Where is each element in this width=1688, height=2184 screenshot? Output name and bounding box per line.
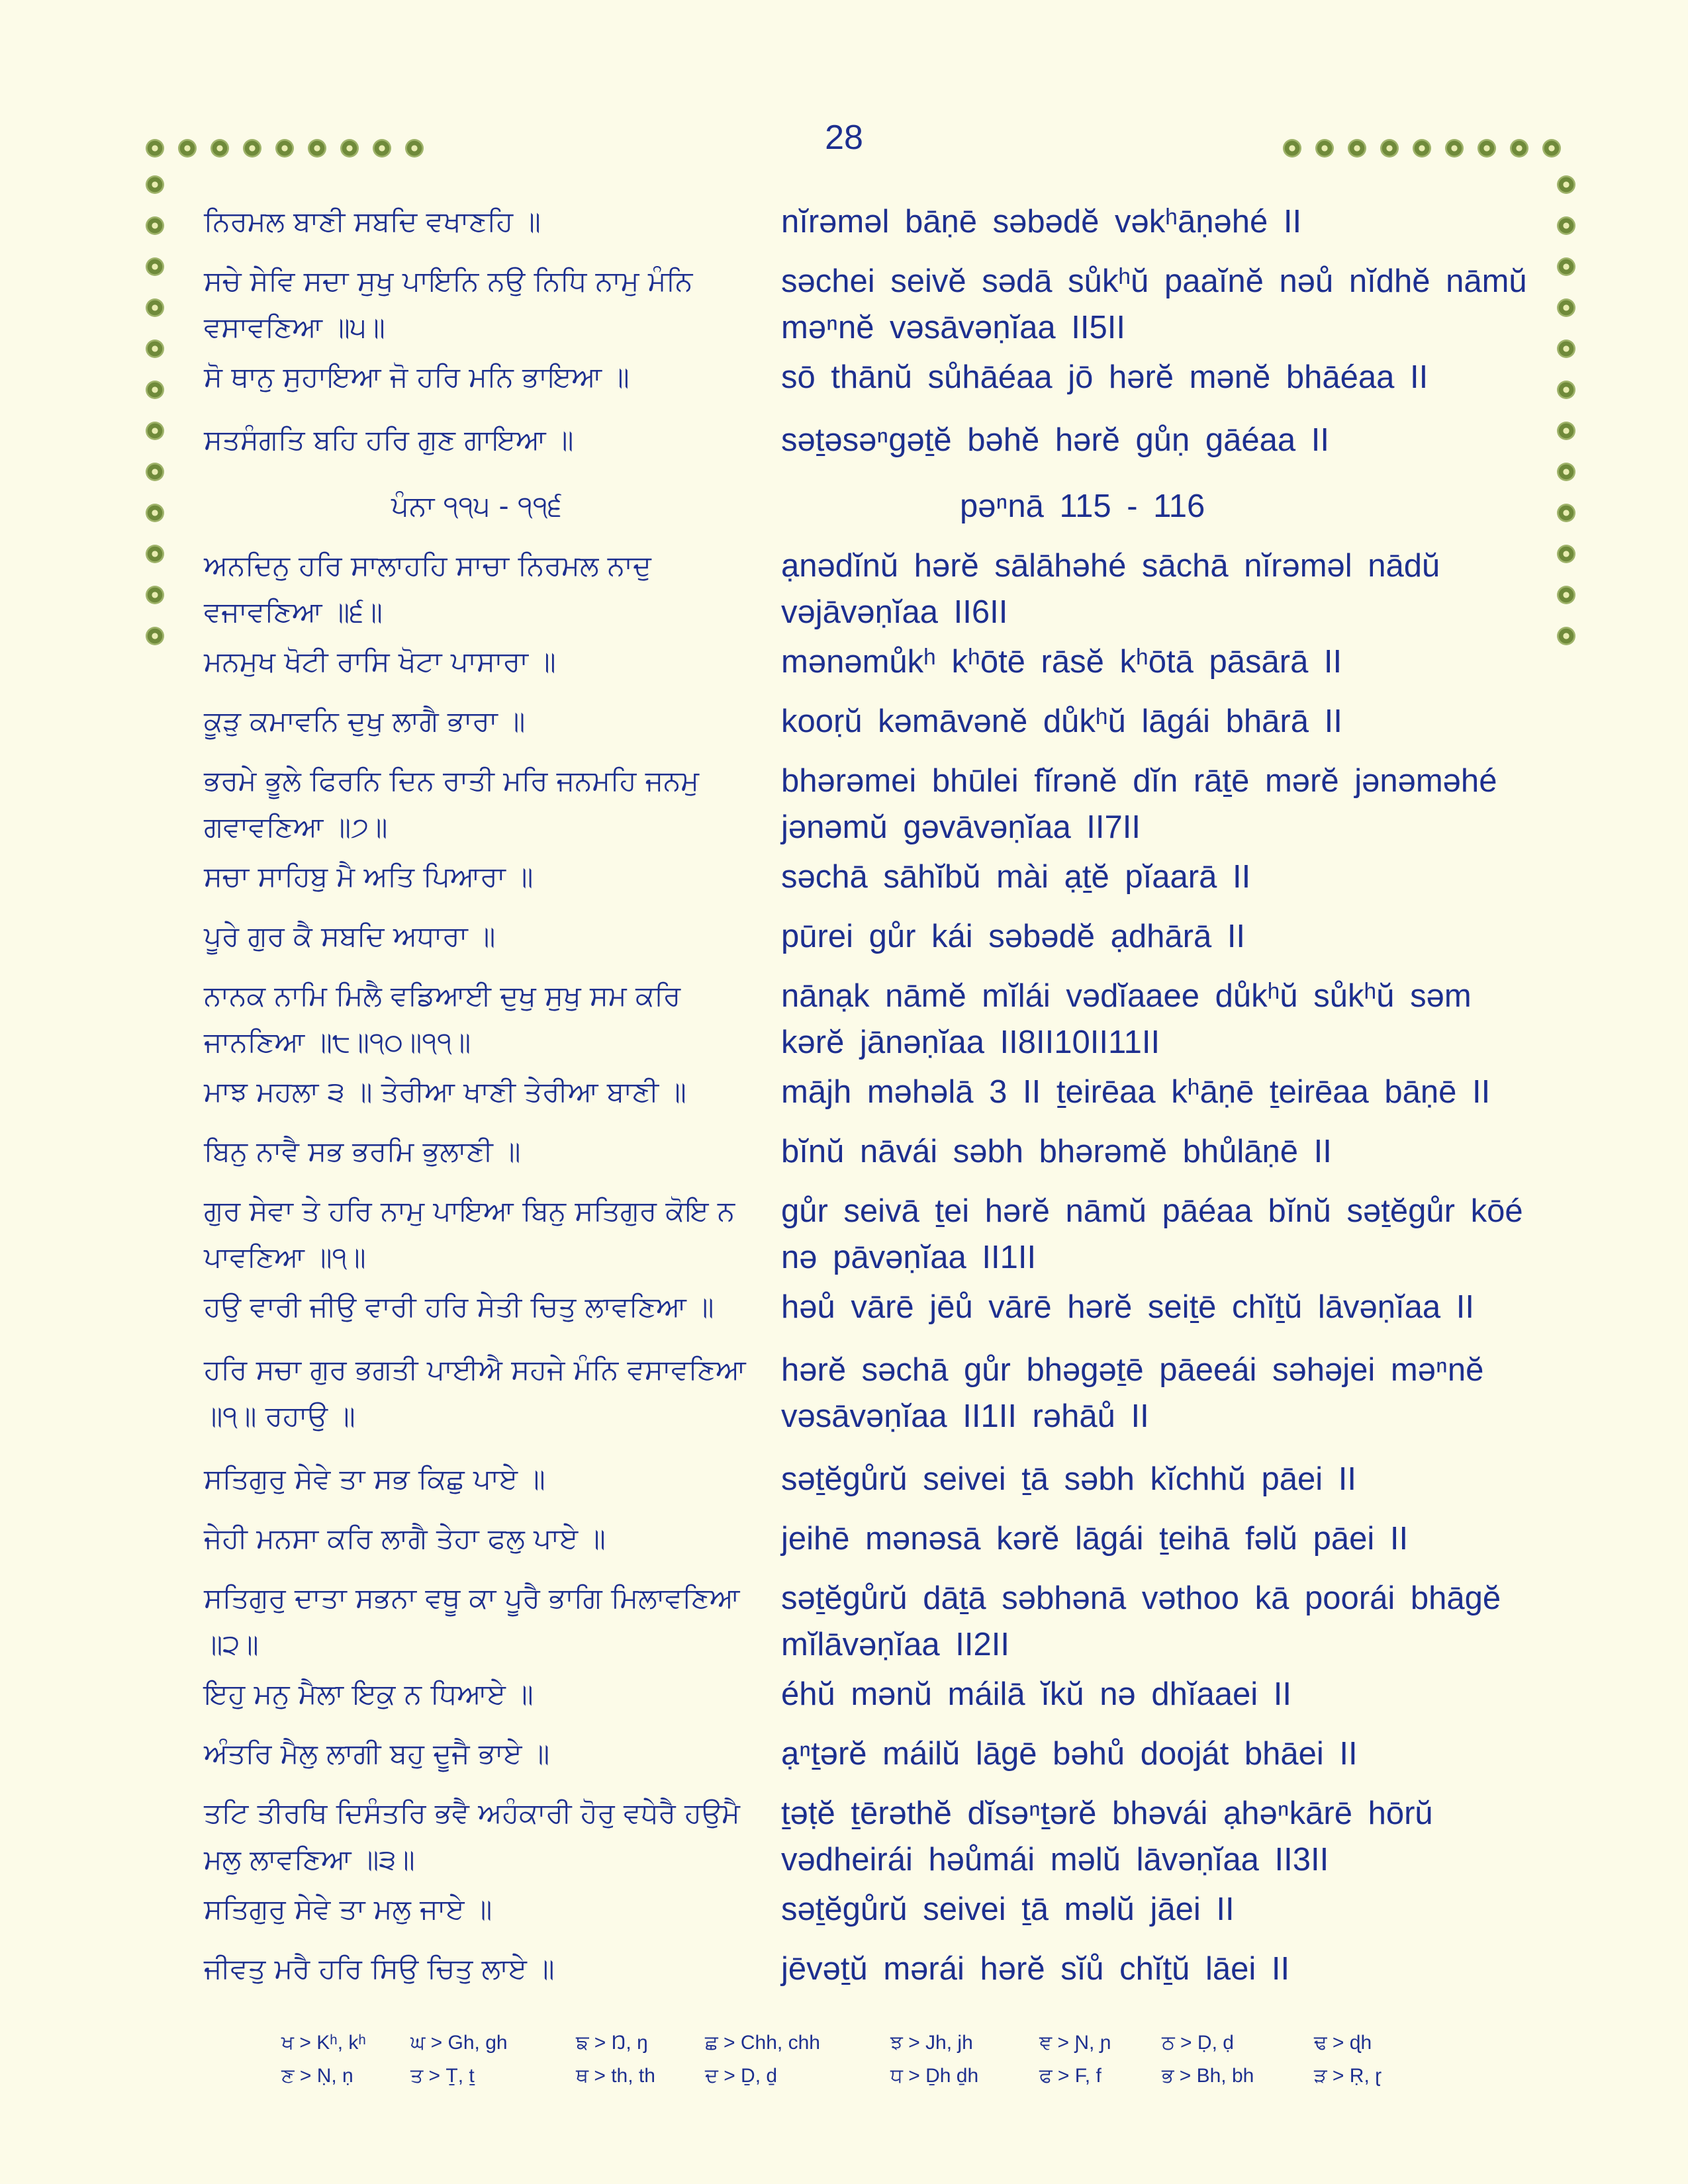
verse-row — [0, 913, 1688, 966]
transliteration-verse: pūrei gůr kái səbədĕ ạdhārā II — [781, 919, 1246, 954]
gurmukhi-verse: ਹਰਿ ਸਚਾ ਗੁਰ ਭਗਤੀ ਪਾਈਐ ਸਹਜੇ ਮੰਨਿ ਵਸਾਵਣਿਆ ॥੧॥ ਰਹਾਉ ॥ — [204, 1353, 746, 1432]
gurmukhi-verse: ਤਟਿ ਤੀਰਥਿ ਦਿਸੰਤਰਿ ਭਵੈ ਅਹੰਕਾਰੀ ਹੋਰੁ ਵਧੇਰੈ ਹਉਮੈ ਮਲੁ ਲਾਵਣਿਆ ॥੩॥ — [204, 1797, 740, 1876]
legend-entry: ੜ > Ṛ, ɽ — [1314, 2065, 1382, 2087]
gurmukhi-verse: ਸਚੇ ਸੇਵਿ ਸਦਾ ਸੁਖੁ ਪਾਇਨਿ ਨਉ ਨਿਧਿ ਨਾਮੁ ਮੰਨਿ ਵਸਾਵਣਿਆ ॥੫॥ — [204, 265, 693, 343]
verse-row — [0, 758, 1688, 850]
rosette-ornament — [211, 139, 229, 158]
legend-entry: ਠ > Ḍ, ḍ — [1162, 2032, 1234, 2054]
verse-row — [0, 698, 1688, 751]
transliteration-verse: jeihē mənəsā kərĕ lāgái ṯeihā fəlŭ pāei II — [781, 1521, 1409, 1557]
verse-row — [0, 854, 1688, 907]
verse-row — [0, 1575, 1688, 1668]
rosette-ornament — [178, 139, 197, 158]
transliteration-verse: səṯĕgůrŭ dāṯā səbhənā vəthoo kā poorái bhāgĕ mĭlāvəṇĭaa II2II — [781, 1580, 1501, 1662]
rosette-ornament — [1283, 139, 1301, 158]
transliteration-verse: jēvəṯŭ mərái hərĕ sĭů chĭṯŭ lāei II — [781, 1951, 1290, 1987]
legend-entry: ਖ > Kʰ, kʰ — [281, 2032, 366, 2054]
rosette-ornament — [373, 139, 391, 158]
rosette-ornament — [405, 139, 424, 158]
transliteration-verse: səchei seivĕ sədā sůkʰŭ paaĭnĕ nəů nĭdhĕ nāmŭ məⁿnĕ vəsāvəṇĭaa II5II — [781, 263, 1527, 345]
verse-row — [0, 1731, 1688, 1784]
page-reference-gurmukhi: ਪੰਨਾ ੧੧੫ - ੧੧੬ — [391, 490, 562, 522]
gurmukhi-verse: ਨਿਰਮਲ ਬਾਣੀ ਸਬਦਿ ਵਖਾਣਹਿ ॥ — [204, 205, 541, 238]
verse-row — [0, 1886, 1688, 1939]
transliteration-verse: bĭnŭ nāvái səbh bhərəmĕ bhůlāṇē II — [781, 1134, 1332, 1169]
gurmukhi-verse: ਨਾਨਕ ਨਾਮਿ ਮਿਲੈ ਵਡਿਆਈ ਦੁਖੁ ਸੁਖੁ ਸਮ ਕਰਿ ਜਾਨਣਿਆ ॥੮॥੧੦॥੧੧॥ — [204, 979, 681, 1058]
gurmukhi-verse: ਸਤਿਗੁਰੁ ਸੇਵੇ ਤਾ ਮਲੁ ਜਾਏ ॥ — [204, 1893, 492, 1925]
legend-entry: ਤ > Ṯ, ṯ — [410, 2065, 475, 2087]
transliteration-verse: səṯəsəⁿgəṯĕ bəhĕ hərĕ gůṇ gāéaa II — [781, 422, 1329, 458]
transliteration-verse: bhərəmei bhūlei fĭrənĕ dĭn rāṯē mərĕ jənəməhé jənəmŭ gəvāvəṇĭaa II7II — [781, 763, 1497, 845]
gurmukhi-verse: ਗੁਰ ਸੇਵਾ ਤੇ ਹਰਿ ਨਾਮੁ ਪਾਇਆ ਬਿਨੁ ਸਤਿਗੁਰ ਕੋਇ ਨ ਪਾਵਣਿਆ ॥੧॥ — [204, 1195, 735, 1273]
rosette-ornament — [243, 139, 261, 158]
transliteration-verse: hərĕ səchā gůr bhəgəṯē pāeeái səhəjei məⁿnĕ vəsāvəṇĭaa II1II rəhāů II — [781, 1352, 1484, 1434]
verse-row — [0, 1456, 1688, 1509]
legend-entry: ਛ > Chh, chh — [705, 2032, 820, 2054]
rosette-ornament — [1348, 139, 1366, 158]
legend-entry: ਥ > th, th — [576, 2065, 655, 2087]
transliteration-verse: mājh məhəlā 3 II ṯeirēaa kʰāṇē ṯeirēaa bāṇē II — [781, 1074, 1491, 1110]
legend-entry: ਭ > Bh, bh — [1162, 2065, 1254, 2087]
gurmukhi-verse: ਮਾਝ ਮਹਲਾ ੩ ॥ ਤੇਰੀਆ ਖਾਣੀ ਤੇਰੀਆ ਬਾਣੀ ॥ — [204, 1075, 686, 1108]
rosette-ornament — [1413, 139, 1431, 158]
legend-entry: ਝ > Jh, jh — [890, 2032, 973, 2054]
verse-row — [0, 639, 1688, 692]
gurmukhi-verse: ਕੂੜੁ ਕਮਾਵਨਿ ਦੁਖੁ ਲਾਗੈ ਭਾਰਾ ॥ — [204, 705, 526, 737]
legend-entry: ਞ > Ɲ, ɲ — [1039, 2032, 1111, 2054]
gurmukhi-verse: ਸੋ ਥਾਨੁ ਸੁਹਾਇਆ ਜੋ ਹਰਿ ਮਨਿ ਭਾਇਆ ॥ — [204, 361, 630, 393]
verse-row — [0, 1790, 1688, 1883]
verse-row — [0, 258, 1688, 351]
transliteration-verse: nānạk nāmĕ mĭlái vədĭaaee důkʰŭ sůkʰŭ səm kərĕ jānəṇĭaa II8II10II11II — [781, 978, 1472, 1060]
rosette-ornament — [1380, 139, 1399, 158]
gurmukhi-verse: ਅਨਦਿਨੁ ਹਰਿ ਸਾਲਾਹਹਿ ਸਾਚਾ ਨਿਰਮਲ ਨਾਦੁ ਵਜਾਵਣਿਆ ॥੬॥ — [204, 549, 651, 628]
verse-row — [0, 1284, 1688, 1337]
page-reference-transliteration: pəⁿnā 115 - 116 — [960, 488, 1205, 524]
rosette-ornament — [340, 139, 359, 158]
verse-row — [0, 1516, 1688, 1569]
gurmukhi-verse: ਸਤਿਗੁਰੁ ਸੇਵੇ ਤਾ ਸਭ ਕਿਛੁ ਪਾਏ ॥ — [204, 1463, 545, 1495]
verse-row — [0, 1188, 1688, 1281]
rosette-ornament — [308, 139, 326, 158]
verse-row — [0, 543, 1688, 635]
rosette-ornament — [1542, 139, 1561, 158]
legend-entry: ਣ > Ṇ, ṇ — [281, 2065, 353, 2087]
legend-entry: ਦ > Ḏ, ḏ — [705, 2065, 778, 2087]
gurmukhi-verse: ਸਚਾ ਸਾਹਿਬੁ ਮੈ ਅਤਿ ਪਿਆਰਾ ॥ — [204, 860, 534, 893]
rosette-ornament — [275, 139, 294, 158]
transliteration-verse: səṯĕgůrŭ seivei ṯā məlŭ jāei II — [781, 1891, 1235, 1927]
rosette-ornament — [146, 175, 164, 194]
verse-row — [0, 973, 1688, 1066]
transliteration-verse: sō thānŭ sůhāéaa jō hərĕ mənĕ bhāéaa II — [781, 359, 1429, 395]
verse-row — [0, 417, 1688, 470]
gurmukhi-verse: ਜੇਹੀ ਮਨਸਾ ਕਰਿ ਲਾਗੈ ਤੇਹਾ ਫਲੁ ਪਾਏ ॥ — [204, 1522, 606, 1555]
verse-row — [0, 483, 1688, 529]
transliteration-verse: ạⁿṯərĕ máilŭ lāgē bəhů dooját bhāei II — [781, 1736, 1358, 1772]
transliteration-verse: kooṛŭ kəmāvənĕ důkʰŭ lāgái bhārā II — [781, 704, 1342, 739]
transliteration-verse: mənəmůkʰ kʰōtē rāsĕ kʰōtā pāsārā II — [781, 644, 1342, 680]
legend-entry: ਫ > F, f — [1039, 2065, 1102, 2087]
verse-row — [0, 1671, 1688, 1724]
rosette-ornament — [1557, 175, 1575, 194]
transliteration-verse: nĭrəməl bāṇē səbədĕ vəkʰāṇəhé II — [781, 204, 1302, 240]
gurmukhi-verse: ਬਿਨੁ ਨਾਵੈ ਸਭ ਭਰਮਿ ਭੁਲਾਣੀ ॥ — [204, 1135, 521, 1167]
gurmukhi-verse: ਭਰਮੇ ਭੂਲੇ ਫਿਰਨਿ ਦਿਨ ਰਾਤੀ ਮਰਿ ਜਨਮਹਿ ਜਨਮੁ ਗਵਾਵਣਿਆ ॥੭॥ — [204, 764, 700, 843]
rosette-ornament — [1510, 139, 1528, 158]
transliteration-verse: səṯĕgůrŭ seivei ṯā səbh kĭchhŭ pāei II — [781, 1461, 1357, 1497]
transliteration-verse: gůr seivā ṯei hərĕ nāmŭ pāéaa bĭnŭ səṯĕgůr kōé nə pāvəṇĭaa II1II — [781, 1193, 1523, 1275]
rosette-ornament — [1477, 139, 1496, 158]
verse-row — [0, 199, 1688, 251]
transliteration-verse: éhŭ mənŭ máilā ĭkŭ nə dhĭaaei II — [781, 1676, 1291, 1712]
verse-row — [0, 1128, 1688, 1181]
verse-row — [0, 354, 1688, 407]
rosette-ornament — [1315, 139, 1334, 158]
verse-row — [0, 1946, 1688, 1999]
legend-entry: ਙ > Ŋ, ŋ — [576, 2032, 648, 2054]
gurmukhi-verse: ਮਨਮੁਖ ਖੋਟੀ ਰਾਸਿ ਖੋਟਾ ਪਾਸਾਰਾ ॥ — [204, 645, 556, 678]
gurmukhi-verse: ਪੂਰੇ ਗੁਰ ਕੈ ਸਬਦਿ ਅਧਾਰਾ ॥ — [204, 920, 496, 952]
gurmukhi-verse: ਸਤਸੰਗਤਿ ਬਹਿ ਹਰਿ ਗੁਣ ਗਾਇਆ ॥ — [204, 424, 574, 456]
legend-entry: ਢ > ɖh — [1314, 2032, 1372, 2054]
gurmukhi-verse: ਜੀਵਤੁ ਮਰੈ ਹਰਿ ਸਿਉ ਚਿਤੁ ਲਾਏ ॥ — [204, 1952, 555, 1985]
transliteration-verse: həů vārē jēů vārē hərĕ seiṯē chĭṯŭ lāvəṇĭaa II — [781, 1289, 1474, 1325]
gurmukhi-verse: ਅੰਤਰਿ ਮੈਲੁ ਲਾਗੀ ਬਹੁ ਦੂਜੈ ਭਾਏ ॥ — [204, 1737, 550, 1770]
verse-row — [0, 1347, 1688, 1439]
rosette-ornament — [1445, 139, 1464, 158]
transliteration-verse: ṯəṭĕ ṯērəthĕ dĭsəⁿṯərĕ bhəvái ạhəⁿkārē hōrŭ vədheirái həůmái məlŭ lāvəṇĭaa II3II — [781, 1796, 1433, 1878]
page-number: 28 — [825, 118, 863, 157]
transliteration-verse: səchā sāhĭbŭ mài ạṯĕ pĭaarā II — [781, 859, 1251, 895]
legend-entry: ਧ > Ḏh ḏh — [890, 2065, 979, 2087]
gurmukhi-verse: ਇਹੁ ਮਨੁ ਮੈਲਾ ਇਕੁ ਨ ਧਿਆਏ ॥ — [204, 1678, 534, 1710]
legend-entry: ਘ > Gh, gh — [410, 2032, 508, 2054]
transliteration-legend — [0, 2032, 1688, 2118]
gurmukhi-verse: ਸਤਿਗੁਰੁ ਦਾਤਾ ਸਭਨਾ ਵਥੂ ਕਾ ਪੂਰੈ ਭਾਗਿ ਮਿਲਾਵਣਿਆ ॥੨॥ — [204, 1582, 740, 1661]
rosette-ornament — [146, 139, 164, 158]
gurmukhi-verse: ਹਉ ਵਾਰੀ ਜੀਉ ਵਾਰੀ ਹਰਿ ਸੇਤੀ ਚਿਤੁ ਲਾਵਣਿਆ ॥ — [204, 1291, 714, 1323]
transliteration-verse: ạnədĭnŭ hərĕ sālāhəhé sāchā nĭrəməl nādŭ vəjāvəṇĭaa II6II — [781, 548, 1440, 630]
verse-row — [0, 1069, 1688, 1122]
